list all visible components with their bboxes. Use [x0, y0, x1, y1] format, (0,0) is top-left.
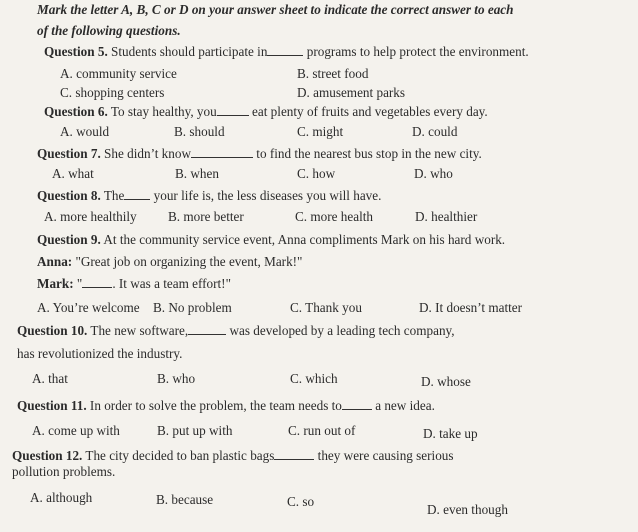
question-12-option-c: C. so — [287, 494, 315, 509]
answer-blank — [188, 324, 226, 335]
question-10-stem — [17, 323, 455, 339]
question-11-option-b: B. put up with — [157, 423, 233, 438]
speaker-label: Mark: — [37, 276, 74, 291]
speaker-label: Anna: — [37, 254, 73, 269]
question-text: To stay healthy, you — [110, 104, 217, 119]
question-10-option-b: B. who — [157, 371, 196, 386]
question-text: The — [103, 188, 125, 203]
answer-blank — [267, 45, 303, 56]
question-6-option-d: D. could — [412, 124, 458, 139]
question-text: to find the nearest bus stop in the new city. — [256, 146, 482, 161]
question-9-mark-line — [37, 276, 231, 292]
answer-blank — [342, 399, 372, 410]
question-12-option-a: A. although — [30, 490, 93, 505]
question-label: Question 12. — [12, 448, 83, 463]
question-6-stem — [44, 104, 488, 120]
question-9-option-d: D. It doesn’t matter — [419, 300, 523, 315]
question-7-option-c: C. how — [297, 166, 336, 181]
question-8-option-b: B. more better — [168, 209, 244, 224]
question-7-stem — [37, 146, 482, 162]
question-5-option-b: B. street food — [297, 66, 369, 81]
question-11-option-c: C. run out of — [288, 423, 356, 438]
question-label: Question 8. — [37, 188, 101, 203]
question-10-option-d: D. whose — [421, 374, 471, 389]
question-5-option-d: D. amusement parks — [297, 85, 406, 100]
answer-blank — [274, 449, 314, 460]
dialogue-text: . It was a team effort!" — [112, 276, 231, 291]
instruction-line-2: of the following questions. — [37, 23, 181, 38]
question-12-stem-line-2: pollution problems. — [12, 464, 116, 479]
dialogue-text: "Great job on organizing the event, Mark!" — [75, 254, 303, 269]
question-7-option-d: D. who — [414, 166, 453, 181]
question-9-option-b: B. No problem — [153, 300, 232, 315]
question-text: a new idea. — [375, 398, 435, 413]
question-5-option-a: A. community service — [60, 66, 177, 81]
question-5-option-c: C. shopping centers — [60, 85, 165, 100]
question-text: was developed by a leading tech company, — [229, 323, 455, 338]
answer-blank — [217, 105, 249, 116]
answer-blank — [82, 277, 112, 288]
question-9-option-a: A. You’re welcome — [37, 300, 140, 315]
question-9-option-c: C. Thank you — [290, 300, 362, 315]
question-9-stem — [37, 232, 505, 248]
question-8-option-a: A. more healthily — [44, 209, 137, 224]
question-label: Question 7. — [37, 146, 101, 161]
question-9-anna-line — [37, 254, 302, 270]
question-7-option-b: B. when — [175, 166, 219, 181]
question-10-stem-line-2: has revolutionized the industry. — [17, 346, 183, 361]
question-label: Question 10. — [17, 323, 88, 338]
question-6-option-c: C. might — [297, 124, 344, 139]
question-11-option-d: D. take up — [423, 426, 478, 441]
answer-blank — [191, 147, 253, 158]
question-6-option-b: B. should — [174, 124, 225, 139]
instruction-line-1: Mark the letter A, B, C or D on your answer sheet to indicate the correct answer to each — [37, 2, 514, 17]
question-label: Question 5. — [44, 44, 108, 59]
question-text: Students should participate in — [111, 44, 268, 59]
question-label: Question 9. — [37, 232, 101, 247]
question-10-option-a: A. that — [32, 371, 68, 386]
question-text: The city decided to ban plastic bags — [85, 448, 275, 463]
question-11-stem — [17, 398, 435, 414]
question-8-option-d: D. healthier — [415, 209, 478, 224]
question-text: The new software, — [90, 323, 189, 338]
question-text: In order to solve the problem, the team needs to — [89, 398, 342, 413]
answer-blank — [124, 189, 150, 200]
question-5-stem — [44, 44, 529, 60]
question-text: She didn’t know — [104, 146, 191, 161]
question-12-option-d: D. even though — [427, 502, 508, 517]
question-12-option-b: B. because — [156, 492, 214, 507]
question-8-option-c: C. more health — [295, 209, 374, 224]
question-12-stem — [12, 448, 454, 464]
question-text: At the community service event, Anna compliments Mark on his hard work. — [103, 232, 506, 247]
question-6-option-a: A. would — [60, 124, 110, 139]
question-label: Question 6. — [44, 104, 108, 119]
question-text: programs to help protect the environment. — [306, 44, 529, 59]
question-text: your life is, the less diseases you will have. — [153, 188, 382, 203]
question-7-option-a: A. what — [52, 166, 94, 181]
question-8-stem — [37, 188, 381, 204]
question-text: they were causing serious — [317, 448, 454, 463]
question-text: eat plenty of fruits and vegetables every day. — [252, 104, 488, 119]
dialogue-text: " — [76, 276, 83, 291]
question-11-option-a: A. come up with — [32, 423, 120, 438]
question-10-option-c: C. which — [290, 371, 338, 386]
question-label: Question 11. — [17, 398, 87, 413]
